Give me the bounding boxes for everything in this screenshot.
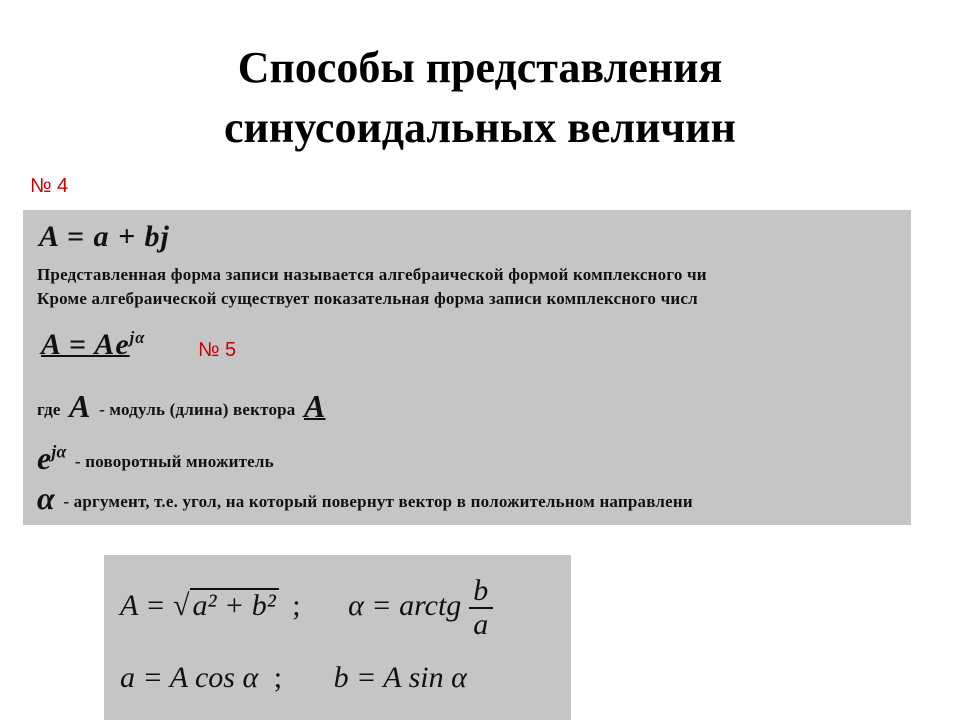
algebraic-form-equation: A = a + bj	[39, 220, 170, 253]
b-component-formula: b = A sin α	[333, 661, 467, 694]
rotation-factor-definition	[37, 440, 274, 477]
modulus-and-angle-formulas	[120, 575, 493, 641]
component-formulas	[120, 661, 467, 695]
rotation-factor-text: - поворотный множитель	[74, 452, 274, 471]
fraction-denominator: a	[473, 608, 489, 641]
separator-1: ;	[292, 588, 301, 622]
formula-number-4: № 4	[30, 175, 69, 197]
algebraic-form-text: Представленная форма записи называется алгебраической формой комплексного чи	[37, 265, 707, 284]
rotation-factor-symbol: $e^{j\alpha}$	[37, 440, 67, 476]
argument-definition	[37, 480, 693, 517]
a-component-formula: a = A cos α	[120, 661, 259, 694]
title-line-1: Способы представления	[237, 43, 723, 92]
title-line-2: синусоидальных величин	[224, 103, 736, 152]
modulus-lhs: A =	[120, 588, 174, 622]
exponential-lhs: A = Ae	[41, 328, 130, 361]
argument-text: - аргумент, т.е. угол, на который повернут вектор в положительном направлени	[63, 492, 693, 511]
fraction-numerator: b	[473, 574, 489, 607]
angle-lhs: α = arctg	[348, 588, 462, 622]
definitions-panel	[23, 210, 911, 525]
modulus-prefix: где	[37, 400, 61, 419]
modulus-text: - модуль (длина) вектора	[99, 400, 296, 419]
conversion-formulas-panel	[104, 555, 571, 720]
modulus-symbol: A	[69, 388, 91, 424]
exponential-exponent: jα	[129, 328, 146, 347]
modulus-definition	[37, 388, 330, 425]
exponential-form-equation	[41, 328, 145, 362]
formula-number-5: № 5	[198, 339, 237, 361]
exponential-form-text: Кроме алгебраической существует показательная форма записи комплексного числ	[37, 289, 698, 308]
sqrt-sign: √	[173, 588, 190, 622]
separator-2: ;	[273, 661, 283, 694]
sqrt-radicand: a² + b²	[190, 588, 279, 622]
argument-symbol: α	[37, 480, 55, 516]
slide-title	[0, 38, 960, 158]
modulus-vector: A	[303, 388, 326, 424]
angle-fraction	[469, 575, 493, 641]
